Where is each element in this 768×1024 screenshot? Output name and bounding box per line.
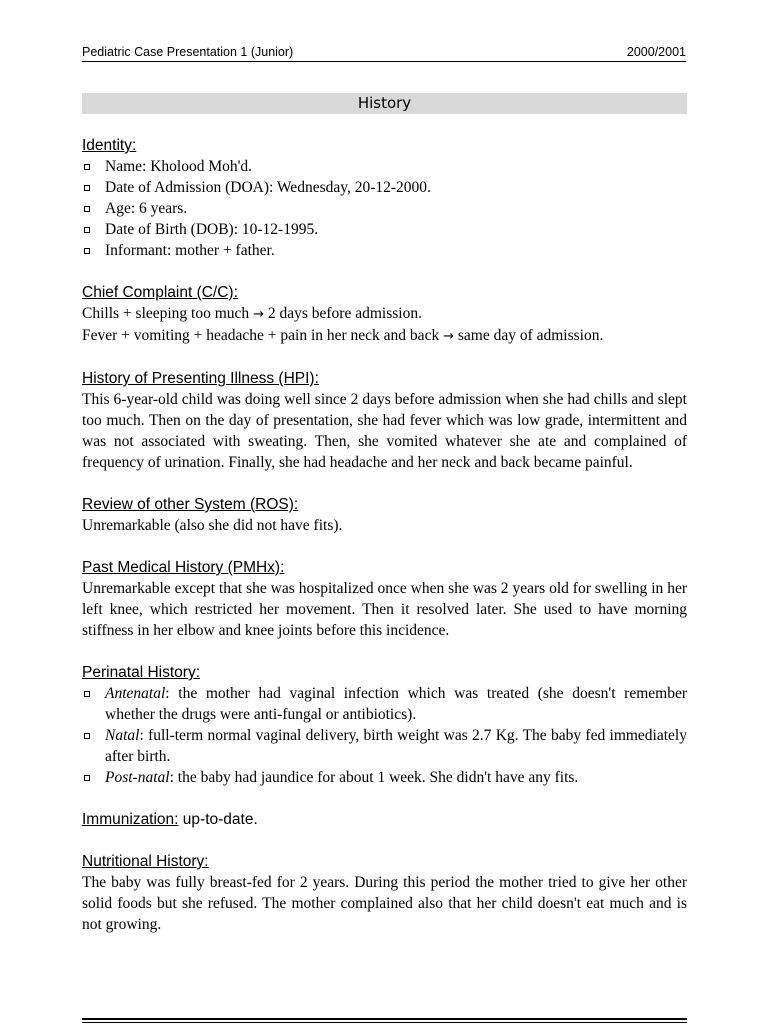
chief-complaint-heading: Chief Complaint (C/C):	[82, 284, 238, 301]
immunization-section	[82, 809, 687, 830]
identity-list	[82, 156, 687, 261]
immunization-heading: Immunization: up-to-date.	[82, 811, 258, 828]
perinatal-section	[82, 662, 687, 788]
page-title: History	[357, 94, 412, 112]
list-item: Post-natal: the baby had jaundice for about 1 week. She didn't have any fits.	[82, 767, 687, 788]
right-arrow-icon: →	[443, 329, 454, 344]
square-bullet-icon	[84, 164, 90, 170]
document-body	[82, 135, 687, 935]
perinatal-list	[82, 683, 687, 788]
hpi-heading: History of Presenting Illness (HPI):	[82, 370, 319, 387]
identity-heading: Identity:	[82, 137, 137, 154]
square-bullet-icon	[84, 206, 90, 212]
chief-complaint-line-1: Chills + sleeping too much → 2 days before admission.	[82, 305, 422, 322]
hpi-text: This 6-year-old child was doing well since 2 days before admission when she had chills and slept too much. Then on the day of presentation, she had fever which was low grade, intermittent and was not associated with sweating. Then, she vomited whatever she ate and complained of frequency of urination. Finally, she had headache and her neck and back became painful.	[82, 391, 687, 471]
section-title-bar	[82, 93, 687, 114]
square-bullet-icon	[84, 691, 90, 697]
chief-complaint-section	[82, 282, 687, 347]
nutrition-heading: Nutritional History:	[82, 853, 209, 870]
list-item: Natal: full-term normal vaginal delivery, birth weight was 2.7 Kg. The baby fed immediately after birth.	[82, 725, 687, 767]
square-bullet-icon	[84, 775, 90, 781]
list-item: Date of Birth (DOB): 10-12-1995.	[82, 219, 687, 240]
footer-divider	[82, 1018, 687, 1023]
chief-complaint-line-2: Fever + vomiting + headache + pain in her neck and back → same day of admission.	[82, 327, 604, 344]
square-bullet-icon	[84, 227, 90, 233]
nutrition-section	[82, 851, 687, 935]
square-bullet-icon	[84, 733, 90, 739]
ros-text: Unremarkable (also she did not have fits).	[82, 517, 343, 534]
perinatal-heading: Perinatal History:	[82, 664, 201, 681]
pmhx-heading: Past Medical History (PMHx):	[82, 559, 285, 576]
page-header	[82, 45, 686, 62]
list-item: Name: Kholood Moh'd.	[82, 156, 687, 177]
square-bullet-icon	[84, 185, 90, 191]
header-year: 2000/2001	[626, 45, 686, 59]
square-bullet-icon	[84, 248, 90, 254]
header-course-title: Pediatric Case Presentation 1 (Junior)	[82, 45, 294, 59]
list-item: Informant: mother + father.	[82, 240, 687, 261]
list-item: Age: 6 years.	[82, 198, 687, 219]
pmhx-section	[82, 557, 687, 641]
pmhx-text: Unremarkable except that she was hospitalized once when she was 2 years old for swelling in her left knee, which restricted her movement. Then it resolved later. She used to have morning stiffness in her elbow and knee joints before this incidence.	[82, 580, 687, 639]
list-item: Date of Admission (DOA): Wednesday, 20-12-2000.	[82, 177, 687, 198]
list-item: Antenatal: the mother had vaginal infection which was treated (she doesn't remember whether the drugs were anti-fungal or antibiotics).	[82, 683, 687, 725]
ros-section	[82, 494, 687, 536]
identity-section	[82, 135, 687, 261]
hpi-section	[82, 368, 687, 473]
nutrition-text: The baby was fully breast-fed for 2 years. During this period the mother tried to give her other solid foods but she refused. The mother complained also that her child doesn't eat much and is not growing.	[82, 874, 687, 933]
ros-heading: Review of other System (ROS):	[82, 496, 299, 513]
right-arrow-icon: →	[253, 307, 264, 322]
